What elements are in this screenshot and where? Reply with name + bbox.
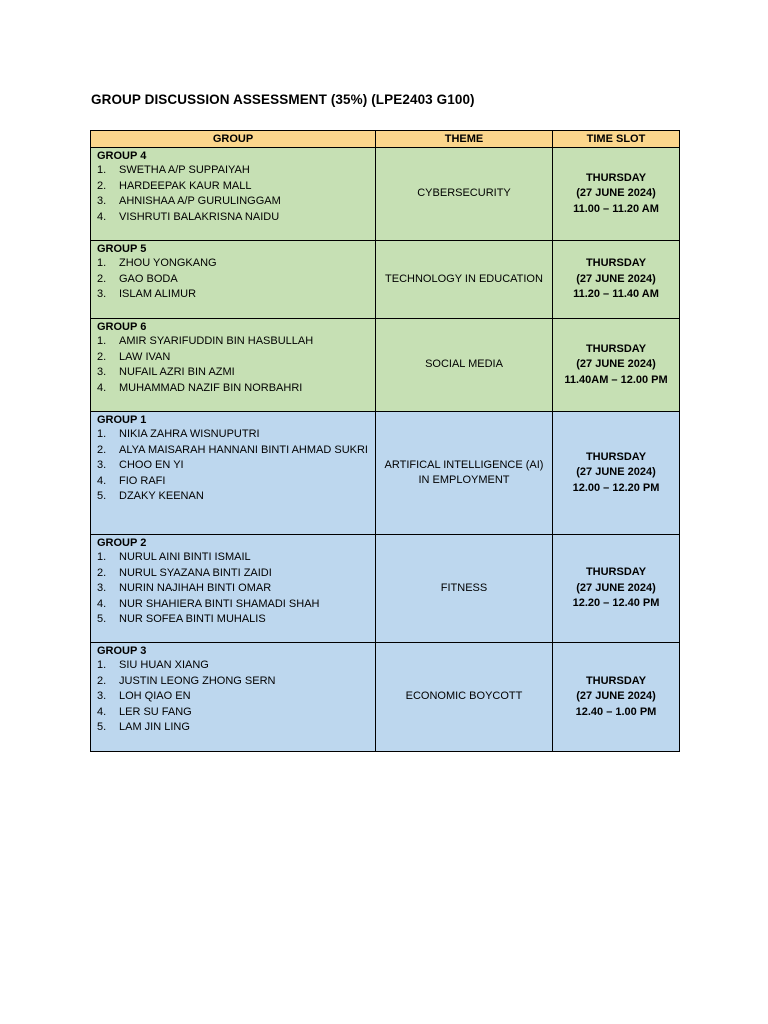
- member-list: [97, 658, 371, 736]
- member-list: [97, 550, 371, 628]
- member-name: NUFAIL AZRI BIN AZMI: [119, 366, 235, 378]
- slot-day: THURSDAY: [585, 171, 647, 184]
- header-time-slot: TIME SLOT: [553, 131, 680, 148]
- member-name: ALYA MAISARAH HANNANI BINTI AHMAD SUKRI: [119, 443, 368, 456]
- member-name: NURUL AINI BINTI ISMAIL: [119, 551, 251, 563]
- slot-time: 12.20 – 12.40 PM: [572, 597, 660, 610]
- table-row: [91, 643, 680, 752]
- member-item: [97, 427, 371, 443]
- member-number: 3.: [97, 366, 107, 378]
- time-slot-cell: [553, 241, 680, 319]
- slot-time: 11.20 – 11.40 AM: [573, 288, 659, 301]
- member-number: 3.: [97, 288, 107, 300]
- member-name: AHNISHAA A/P GURULINGGAM: [119, 195, 281, 207]
- time-slot-cell: [553, 319, 680, 412]
- member-item: [97, 489, 371, 505]
- member-name: LAM JIN LING: [119, 721, 190, 733]
- group-name: GROUP 5: [97, 243, 147, 255]
- slot-time: 11.00 – 11.20 AM: [573, 202, 659, 215]
- group-cell: [91, 148, 376, 241]
- member-item: [97, 443, 371, 459]
- theme-cell: FITNESS: [376, 535, 553, 643]
- member-number: 5.: [97, 613, 107, 625]
- member-item: [97, 658, 371, 674]
- header-theme: THEME: [376, 131, 553, 148]
- group-name: GROUP 2: [97, 537, 147, 549]
- table-header-row: [91, 131, 680, 148]
- slot-date: (27 JUNE 2024): [576, 272, 656, 285]
- member-name: SIU HUAN XIANG: [119, 659, 209, 671]
- theme-cell: ARTIFICAL INTELLIGENCE (AI) IN EMPLOYMENT: [376, 412, 553, 535]
- member-number: 3.: [97, 459, 107, 471]
- slot-day: THURSDAY: [585, 257, 647, 270]
- member-number: 1.: [97, 335, 107, 347]
- table-row: [91, 412, 680, 535]
- member-item: [97, 705, 371, 721]
- page-title: GROUP DISCUSSION ASSESSMENT (35%) (LPE2403 G100): [91, 92, 475, 107]
- group-cell: [91, 535, 376, 643]
- member-item: [97, 612, 371, 628]
- group-name: GROUP 3: [97, 645, 147, 657]
- member-name: NURUL SYAZANA BINTI ZAIDI: [119, 566, 272, 579]
- member-name: LOH QIAO EN: [119, 690, 191, 702]
- member-number: 3.: [97, 195, 107, 207]
- group-cell: [91, 643, 376, 752]
- member-name: NURIN NAJIHAH BINTI OMAR: [119, 582, 272, 594]
- theme-cell: TECHNOLOGY IN EDUCATION: [376, 241, 553, 319]
- slot-date: (27 JUNE 2024): [576, 690, 656, 703]
- member-name: VISHRUTI BALAKRISNA NAIDU: [119, 210, 280, 223]
- member-name: DZAKY KEENAN: [119, 490, 204, 502]
- member-number: 1.: [97, 428, 107, 440]
- member-number: 4.: [97, 474, 107, 487]
- member-number: 5.: [97, 721, 107, 733]
- member-number: 2.: [97, 179, 107, 192]
- member-item: [97, 350, 371, 366]
- table-row: [91, 535, 680, 643]
- member-item: [97, 674, 371, 690]
- member-number: 2.: [97, 674, 107, 687]
- member-name: JUSTIN LEONG ZHONG SERN: [119, 674, 276, 687]
- group-cell: [91, 241, 376, 319]
- member-number: 4.: [97, 381, 107, 394]
- slot-date: (27 JUNE 2024): [576, 358, 656, 371]
- member-number: 1.: [97, 551, 107, 563]
- member-number: 2.: [97, 272, 107, 285]
- member-name: LER SU FANG: [119, 705, 192, 718]
- member-item: [97, 210, 371, 226]
- member-item: [97, 334, 371, 350]
- member-number: 2.: [97, 350, 107, 363]
- member-name: NUR SOFEA BINTI MUHALIS: [119, 613, 266, 625]
- member-item: [97, 381, 371, 397]
- member-name: HARDEEPAK KAUR MALL: [119, 179, 252, 192]
- member-number: 4.: [97, 705, 107, 718]
- slot-day: THURSDAY: [585, 342, 647, 355]
- member-number: 2.: [97, 443, 107, 456]
- table-row: [91, 148, 680, 241]
- header-group: GROUP: [91, 131, 376, 148]
- member-item: [97, 689, 371, 705]
- member-number: 4.: [97, 210, 107, 223]
- member-item: [97, 720, 371, 736]
- member-name: AMIR SYARIFUDDIN BIN HASBULLAH: [119, 335, 314, 347]
- group-name: GROUP 4: [97, 150, 147, 162]
- group-name: GROUP 6: [97, 321, 147, 333]
- member-item: [97, 550, 371, 566]
- slot-time: 11.40AM – 12.00 PM: [564, 373, 668, 386]
- member-name: GAO BODA: [119, 272, 178, 285]
- group-name: GROUP 1: [97, 414, 147, 426]
- member-list: [97, 427, 371, 505]
- slot-date: (27 JUNE 2024): [576, 466, 656, 479]
- slot-date: (27 JUNE 2024): [576, 187, 656, 200]
- member-name: CHOO EN YI: [119, 459, 184, 471]
- member-name: ISLAM ALIMUR: [119, 288, 197, 300]
- member-item: [97, 287, 371, 303]
- member-number: 2.: [97, 566, 107, 579]
- table-row: [91, 241, 680, 319]
- member-item: [97, 194, 371, 210]
- group-cell: [91, 319, 376, 412]
- member-item: [97, 581, 371, 597]
- schedule-table: [90, 130, 680, 752]
- member-name: LAW IVAN: [119, 350, 171, 363]
- member-name: NUR SHAHIERA BINTI SHAMADI SHAH: [119, 597, 320, 610]
- member-name: NIKIA ZAHRA WISNUPUTRI: [119, 428, 260, 440]
- slot-date: (27 JUNE 2024): [576, 581, 656, 594]
- time-slot-cell: [553, 412, 680, 535]
- group-cell: [91, 412, 376, 535]
- theme-cell: ECONOMIC BOYCOTT: [376, 643, 553, 752]
- slot-day: THURSDAY: [585, 450, 647, 463]
- member-name: MUHAMMAD NAZIF BIN NORBAHRI: [119, 381, 303, 394]
- member-list: [97, 256, 371, 303]
- slot-day: THURSDAY: [585, 674, 647, 687]
- member-number: 3.: [97, 690, 107, 702]
- member-number: 1.: [97, 164, 107, 176]
- member-number: 1.: [97, 257, 107, 269]
- member-name: FIO RAFI: [119, 474, 166, 487]
- member-item: [97, 256, 371, 272]
- theme-cell: CYBERSECURITY: [376, 148, 553, 241]
- time-slot-cell: [553, 643, 680, 752]
- member-name: SWETHA A/P SUPPAIYAH: [119, 164, 250, 176]
- time-slot-cell: [553, 148, 680, 241]
- member-number: 3.: [97, 582, 107, 594]
- slot-day: THURSDAY: [585, 566, 647, 579]
- member-item: [97, 474, 371, 490]
- member-number: 5.: [97, 490, 107, 502]
- member-item: [97, 365, 371, 381]
- slot-time: 12.40 – 1.00 PM: [575, 705, 657, 718]
- member-number: 1.: [97, 659, 107, 671]
- member-item: [97, 163, 371, 179]
- member-number: 4.: [97, 597, 107, 610]
- member-item: [97, 597, 371, 613]
- member-item: [97, 458, 371, 474]
- member-list: [97, 163, 371, 225]
- member-item: [97, 566, 371, 582]
- table-row: [91, 319, 680, 412]
- member-list: [97, 334, 371, 396]
- slot-time: 12.00 – 12.20 PM: [572, 481, 660, 494]
- time-slot-cell: [553, 535, 680, 643]
- member-name: ZHOU YONGKANG: [119, 257, 217, 269]
- theme-cell: SOCIAL MEDIA: [376, 319, 553, 412]
- member-item: [97, 272, 371, 288]
- member-item: [97, 179, 371, 195]
